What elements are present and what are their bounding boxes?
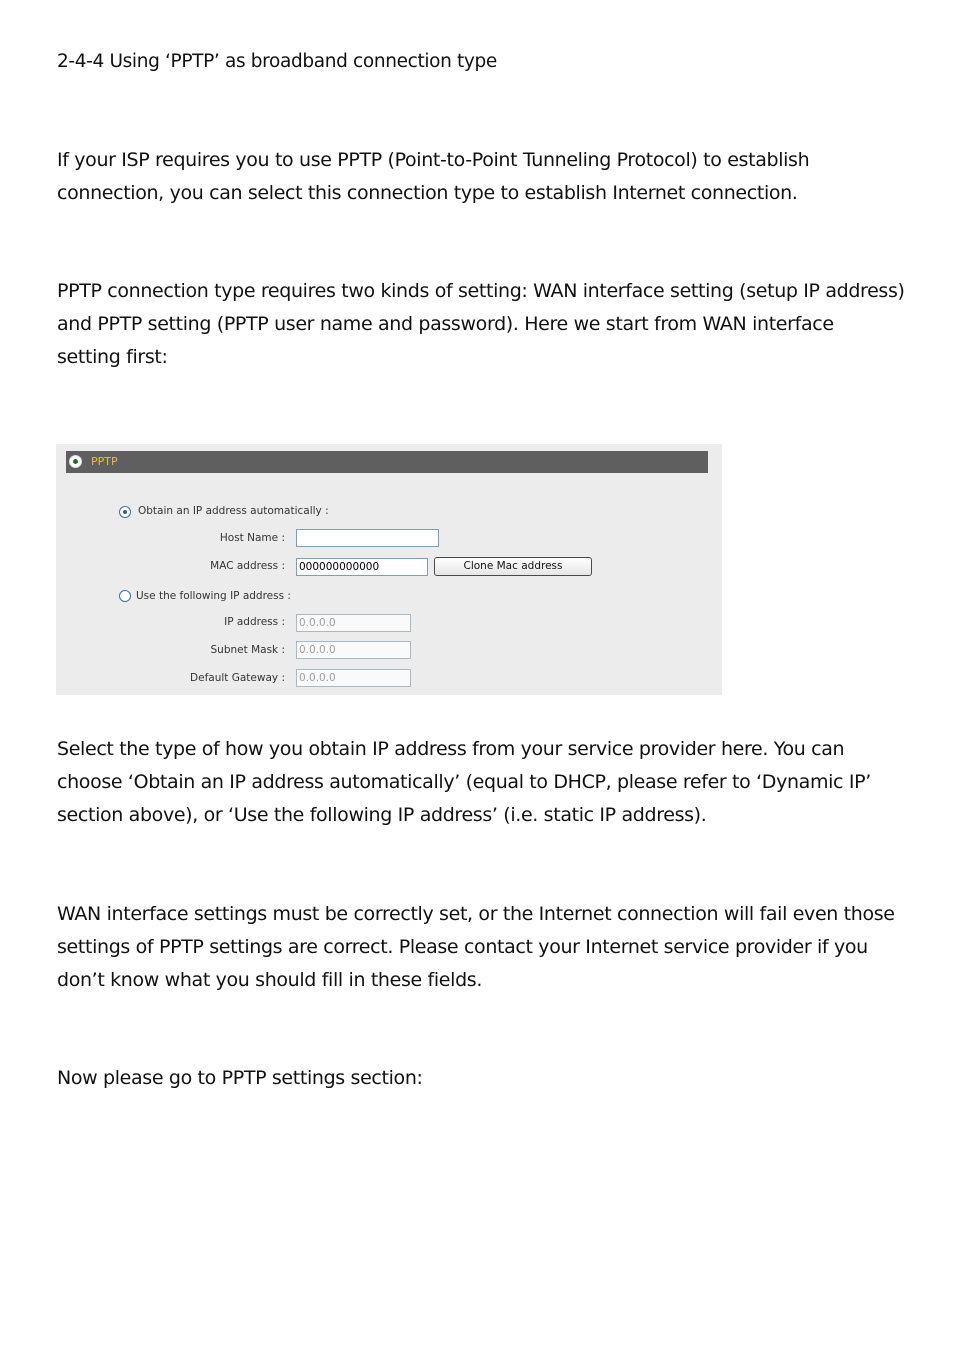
pptp-settings-screenshot (56, 444, 722, 695)
obtain-auto-label: Obtain an IP address automatically : (138, 505, 329, 517)
ip-address-label: IP address : (224, 616, 285, 628)
use-following-radio[interactable] (119, 590, 131, 602)
wan-line-3: don’t know what you should fill in these fields. (57, 969, 483, 991)
subnet-mask-label: Subnet Mask : (210, 644, 285, 656)
intro-line-2: connection, you can select this connection type to establish Internet connection. (57, 182, 798, 204)
host-name-input[interactable] (296, 529, 439, 547)
mac-address-input[interactable]: 000000000000 (296, 558, 428, 576)
host-name-label: Host Name : (219, 532, 285, 544)
mac-address-label: MAC address : (210, 560, 285, 572)
clone-mac-button[interactable]: Clone Mac address (434, 557, 592, 576)
select-line-1: Select the type of how you obtain IP address from your service provider here. You can (57, 738, 845, 760)
intro-line-1: If your ISP requires you to use PPTP (Point-to-Point Tunneling Protocol) to establish (57, 149, 810, 171)
wan-line-2: settings of PPTP settings are correct. Please contact your Internet service provider if you (57, 936, 868, 958)
use-following-label: Use the following IP address : (136, 590, 291, 602)
closing-line: Now please go to PPTP settings section: (57, 1067, 423, 1089)
obtain-auto-radio[interactable] (119, 506, 131, 518)
select-line-3: section above), or ‘Use the following IP address’ (i.e. static IP address). (57, 804, 707, 826)
pptp-title-bar (66, 451, 708, 473)
default-gateway-input[interactable]: 0.0.0.0 (296, 669, 411, 687)
pptp-selected-radio-icon (69, 455, 82, 468)
settings-line-3: setting first: (57, 346, 168, 368)
select-line-2: choose ‘Obtain an IP address automatically’ (equal to DHCP, please refer to ‘Dynamic IP’ (57, 771, 871, 793)
wan-line-1: WAN interface settings must be correctly set, or the Internet connection will fail even those (57, 903, 895, 925)
pptp-title: PPTP (91, 455, 118, 468)
ip-address-input[interactable]: 0.0.0.0 (296, 614, 411, 632)
default-gateway-label: Default Gateway : (190, 672, 285, 684)
section-heading: 2-4-4 Using ‘PPTP’ as broadband connection type (57, 51, 497, 72)
settings-line-1: PPTP connection type requires two kinds of setting: WAN interface setting (setup IP address) (57, 280, 905, 302)
settings-line-2: and PPTP setting (PPTP user name and password). Here we start from WAN interface (57, 313, 834, 335)
subnet-mask-input[interactable]: 0.0.0.0 (296, 641, 411, 659)
